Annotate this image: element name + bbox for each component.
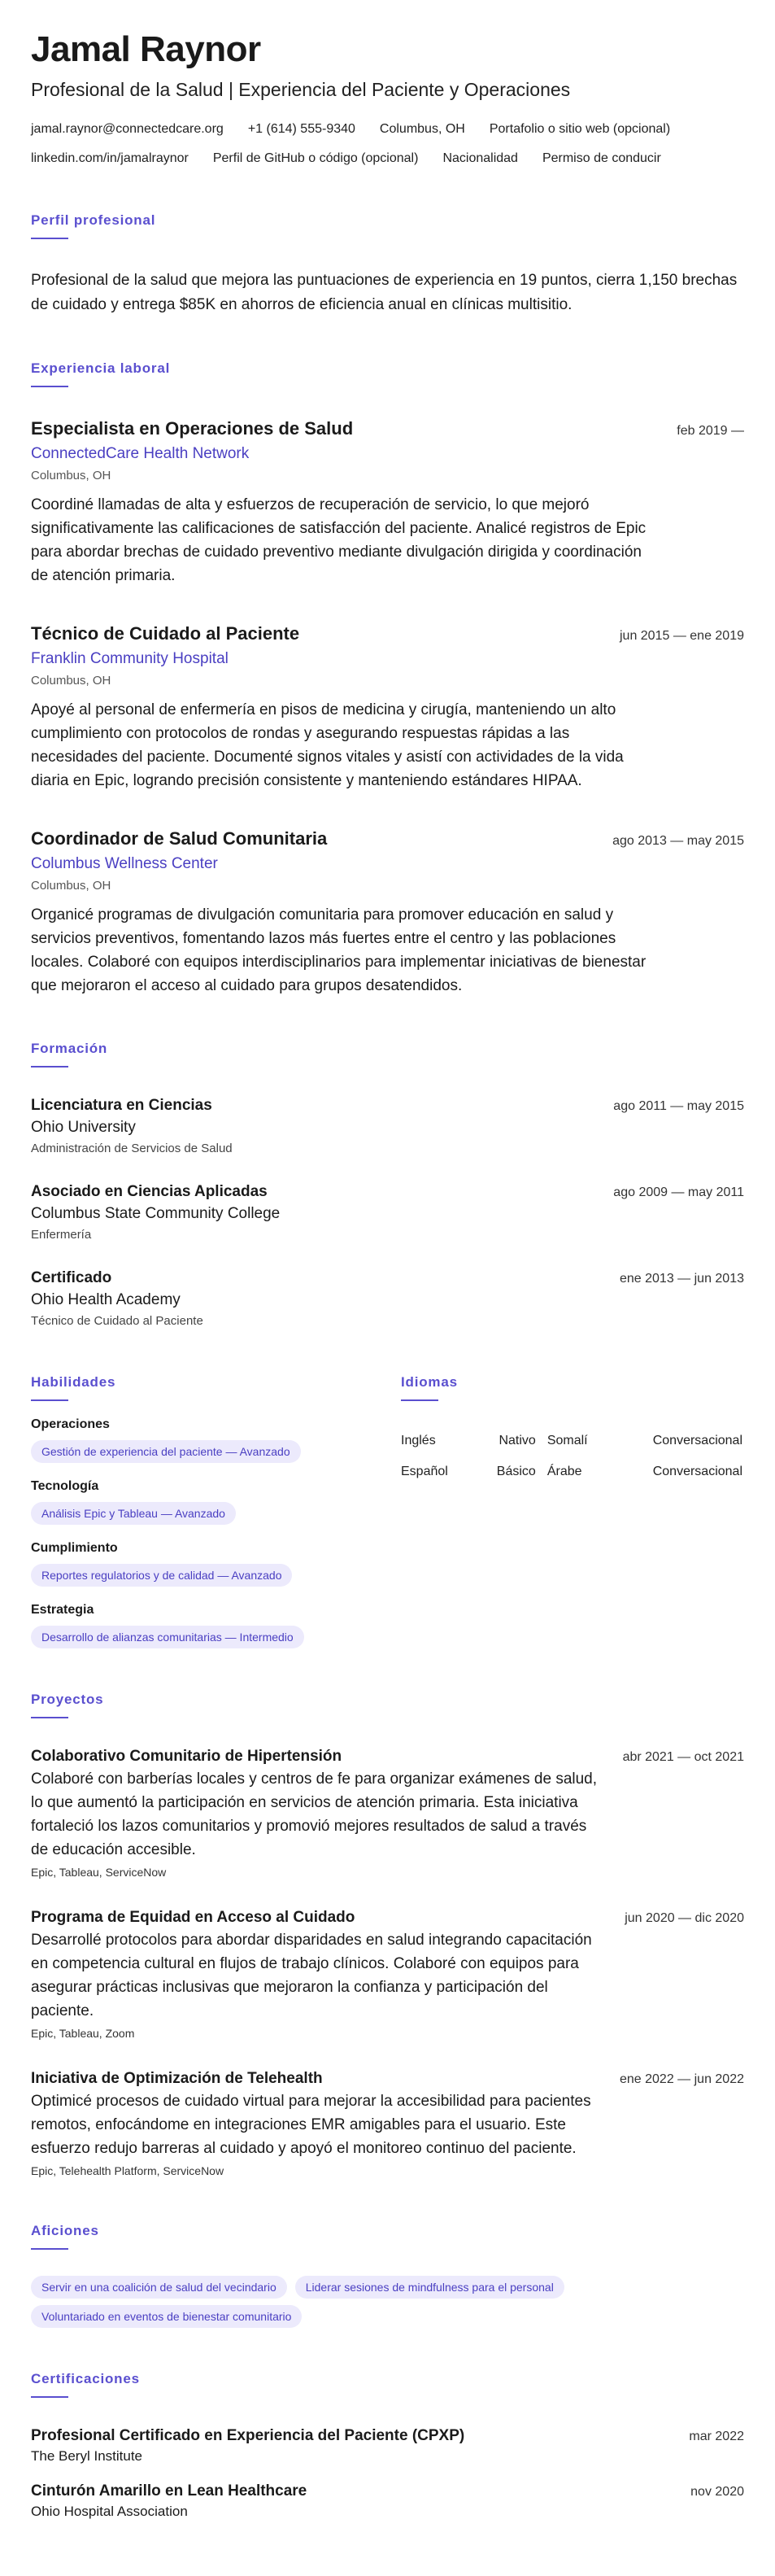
job-description: Apoyé al personal de enfermería en pisos de medicina y cirugía, manteniendo un alto cumplimiento con protocolos de rondas y asegurando respuestas rápidas a las necesidades del paciente. Documenté signos vitales y asistí con actividades de la vida diaria en Epic, logrando precisión consistente y manteniendo estándares HIPAA. — [31, 701, 624, 789]
education-entry — [31, 1181, 744, 1245]
summary-text: Profesional de la salud que mejora las puntuaciones de experiencia en 19 puntos, cierra 1,150 brechas de cuidado y entrega $85K en ahorros de eficiencia anual en clínicas multisitio. — [31, 272, 738, 313]
language-level: Nativo — [499, 1434, 536, 1447]
job-date: jun 2015 — ene 2019 — [619, 629, 744, 643]
job-description: Organicé programas de divulgación comunitaria para promover educación en salud y servicios preventivos, fomentando lazos más fuertes entre el centro y las poblaciones locales. Colaboré con equipos interdisciplinarios para implementar iniciativas de bienestar que mejoraron el acceso al cuidado para grupos desatendidos. — [31, 906, 647, 994]
languages-column — [401, 1331, 742, 1648]
project-date: abr 2021 — oct 2021 — [622, 1750, 744, 1764]
hobbies-list — [31, 2269, 665, 2328]
contact-portfolio[interactable]: Portafolio o sitio web (opcional) — [489, 122, 671, 136]
skill-group — [31, 1601, 401, 1648]
education-degree: Certificado — [31, 1269, 112, 1286]
section-title-experience: Experiencia laboral — [31, 360, 171, 376]
project-title: Programa de Equidad en Acceso al Cuidado — [31, 1909, 355, 1926]
hobby-pill: Liderar sesiones de mindfulness para el personal — [295, 2276, 564, 2299]
project-date: jun 2020 — dic 2020 — [625, 1911, 744, 1925]
education-field: Enfermería — [31, 1228, 92, 1242]
project-entry — [31, 1746, 744, 1881]
section-title-summary: Perfil profesional — [31, 212, 156, 228]
skills-languages-row — [31, 1331, 744, 1648]
hobby-pill: Servir en una coalición de salud del vecindario — [31, 2276, 287, 2299]
section-divider — [31, 1717, 68, 1718]
language-row — [401, 1456, 742, 1487]
skill-group — [31, 1478, 401, 1525]
certification-date: mar 2022 — [689, 2430, 744, 2443]
language-level: Conversacional — [652, 1465, 742, 1478]
section-title-certifications: Certificaciones — [31, 2371, 140, 2386]
section-divider — [401, 1399, 438, 1401]
certifications-list — [31, 2425, 744, 2521]
job-title: Técnico de Cuidado al Paciente — [31, 623, 300, 644]
job-description: Coordiné llamadas de alta y esfuerzos de recuperación de servicio, lo que mejoró significativamente las calificaciones de satisfacción del paciente. Analicé registros de Epic para abordar brechas de cuidado preventivo mediante divulgación dirigida y coordinación de atención primaria. — [31, 496, 647, 584]
skill-group — [31, 1539, 401, 1587]
certification-entry — [31, 2481, 744, 2521]
job-location: Columbus, OH — [31, 879, 111, 893]
contact-email[interactable]: jamal.raynor@connectedcare.org — [31, 122, 224, 136]
projects-list — [31, 1746, 744, 2180]
section-title-languages: Idiomas — [401, 1374, 458, 1390]
skill-category: Estrategia — [31, 1603, 94, 1617]
contact-nationality: Nacionalidad — [442, 151, 518, 165]
experience-list — [31, 417, 744, 998]
section-divider — [31, 386, 68, 387]
language-level: Conversacional — [652, 1434, 742, 1447]
certification-entry — [31, 2425, 744, 2466]
certification-title: Cinturón Amarillo en Lean Healthcare — [31, 2482, 307, 2500]
contact-github[interactable]: Perfil de GitHub o código (opcional) — [212, 151, 419, 165]
project-date: ene 2022 — jun 2022 — [619, 2072, 744, 2086]
education-school: Ohio Health Academy — [31, 1291, 181, 1308]
job-organization: ConnectedCare Health Network — [31, 445, 250, 462]
section-divider — [31, 1066, 68, 1068]
section-divider — [31, 1399, 68, 1401]
languages-table — [401, 1426, 742, 1487]
job-location: Columbus, OH — [31, 674, 111, 688]
section-divider — [31, 2248, 68, 2250]
skills-column — [31, 1331, 401, 1648]
job-title: Coordinador de Salud Comunitaria — [31, 828, 328, 849]
education-degree: Asociado en Ciencias Aplicadas — [31, 1183, 268, 1200]
skill-category: Operaciones — [31, 1417, 110, 1431]
education-school: Ohio University — [31, 1119, 136, 1136]
education-list — [31, 1095, 744, 1331]
education-degree: Licenciatura en Ciencias — [31, 1097, 212, 1114]
education-entry — [31, 1268, 744, 1331]
language-name: Inglés — [401, 1434, 436, 1447]
skill-pill: Análisis Epic y Tableau — Avanzado — [31, 1502, 236, 1525]
section-divider — [31, 238, 68, 239]
project-description: Desarrollé protocolos para abordar disparidades en salud integrando capacitación en competencia cultural en flujos de trabajo clínicos. Colaboré con equipos para asegurar prácticas inclusivas que mejoraron la confianza y participación del paciente. — [31, 1932, 592, 2019]
contact-driving-license: Permiso de conducir — [542, 151, 661, 165]
section-title-projects: Proyectos — [31, 1692, 104, 1707]
job-date: feb 2019 — — [677, 424, 744, 438]
skill-category: Cumplimiento — [31, 1541, 118, 1555]
education-date: ene 2013 — jun 2013 — [619, 1272, 744, 1286]
candidate-headline: Profesional de la Salud | Experiencia del Paciente y Operaciones — [31, 79, 571, 100]
job-organization: Franklin Community Hospital — [31, 650, 229, 667]
skill-pill: Desarrollo de alianzas comunitarias — Intermedio — [31, 1626, 304, 1648]
education-school: Columbus State Community College — [31, 1205, 281, 1222]
language-name: Árabe — [546, 1465, 582, 1478]
project-tools: Epic, Tableau, ServiceNow — [31, 1866, 167, 1879]
project-title: Colaborativo Comunitario de Hipertensión — [31, 1748, 342, 1765]
section-title-education: Formación — [31, 1041, 108, 1056]
project-entry — [31, 1907, 744, 2042]
certification-date: nov 2020 — [690, 2485, 744, 2499]
contact-linkedin[interactable]: linkedin.com/in/jamalraynor — [31, 151, 189, 165]
skill-group — [31, 1416, 401, 1463]
candidate-name: Jamal Raynor — [31, 29, 261, 69]
section-title-skills: Habilidades — [31, 1374, 116, 1390]
project-title: Iniciativa de Optimización de Telehealth — [31, 2070, 323, 2087]
section-divider — [31, 2396, 68, 2398]
language-level: Básico — [496, 1465, 536, 1478]
language-name: Español — [401, 1465, 448, 1478]
education-date: ago 2009 — may 2011 — [613, 1185, 744, 1199]
skill-category: Tecnología — [31, 1479, 99, 1493]
skill-pill: Reportes regulatorios y de calidad — Avanzado — [31, 1564, 292, 1587]
education-date: ago 2011 — may 2015 — [613, 1099, 744, 1113]
hobby-pill: Voluntariado en eventos de bienestar comunitario — [31, 2305, 302, 2328]
certification-issuer: Ohio Hospital Association — [31, 2504, 188, 2519]
certification-title: Profesional Certificado en Experiencia del Paciente (CPXP) — [31, 2427, 465, 2444]
job-entry — [31, 417, 744, 587]
education-field: Administración de Servicios de Salud — [31, 1142, 233, 1155]
job-title: Especialista en Operaciones de Salud — [31, 418, 354, 439]
education-entry — [31, 1095, 744, 1159]
language-row — [401, 1426, 742, 1456]
education-field: Técnico de Cuidado al Paciente — [31, 1314, 203, 1328]
job-location: Columbus, OH — [31, 469, 111, 482]
language-name: Somalí — [546, 1434, 588, 1447]
job-organization: Columbus Wellness Center — [31, 855, 218, 872]
project-description: Optimicé procesos de cuidado virtual para mejorar la accesibilidad para pacientes remotos, enfocándome en integraciones EMR amigables para el usuario. Este esfuerzo redujo barreras al cuidado y apoyó el monitoreo continuo del paciente. — [31, 2093, 591, 2157]
job-date: ago 2013 — may 2015 — [612, 834, 744, 848]
project-tools: Epic, Tableau, Zoom — [31, 2027, 135, 2040]
contact-phone[interactable]: +1 (614) 555-9340 — [247, 122, 355, 136]
job-entry — [31, 827, 744, 998]
project-description: Colaboré con barberías locales y centros de fe para organizar exámenes de salud, lo que aumentó la participación en servicios de atención primaria. Esta iniciativa fortaleció los lazos comunitarios y promovió mejores resultados de salud a través de educación accesible. — [31, 1770, 598, 1858]
section-title-hobbies: Aficiones — [31, 2223, 99, 2238]
skill-pill: Gestión de experiencia del paciente — Avanzado — [31, 1440, 301, 1463]
project-entry — [31, 2068, 744, 2180]
project-tools: Epic, Telehealth Platform, ServiceNow — [31, 2164, 224, 2177]
job-entry — [31, 622, 744, 792]
contact-location: Columbus, OH — [379, 122, 465, 136]
contact-list — [31, 119, 730, 169]
certification-issuer: The Beryl Institute — [31, 2448, 143, 2464]
